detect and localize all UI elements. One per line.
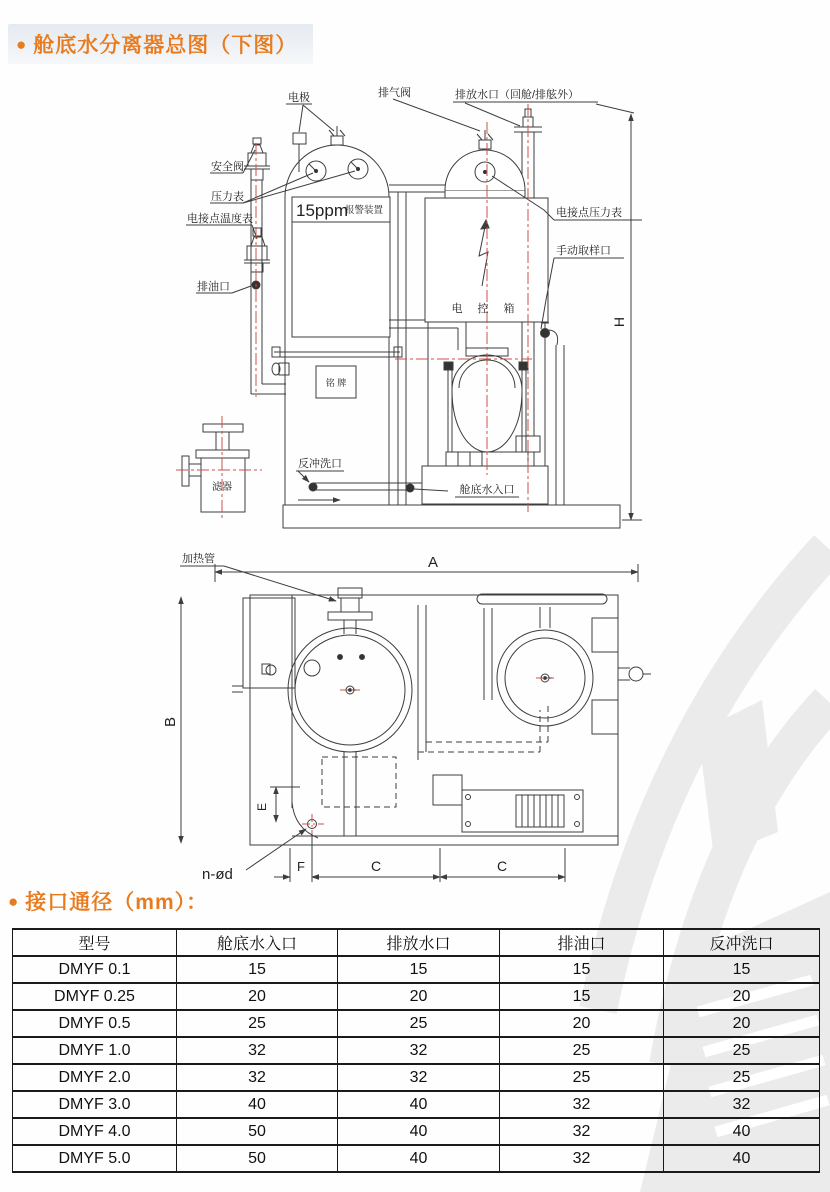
column-header: 排油口 bbox=[500, 929, 664, 956]
dim-a: A bbox=[428, 554, 439, 571]
heading-text: 接口通径（mm）： bbox=[25, 891, 209, 914]
table-cell: 25 bbox=[500, 1064, 664, 1091]
dim-c2: C bbox=[497, 858, 508, 874]
heading-text: 舱底水分离器总图（下图） bbox=[33, 34, 298, 57]
table-cell: DMYF 0.1 bbox=[13, 956, 177, 983]
label-bolt-holes: n-ød bbox=[202, 866, 233, 883]
table-cell: 15 bbox=[500, 956, 664, 983]
table-cell: 15 bbox=[338, 956, 500, 983]
table-cell: 32 bbox=[500, 1091, 664, 1118]
table-cell: 20 bbox=[500, 1010, 664, 1037]
table-cell: 40 bbox=[338, 1118, 500, 1145]
dim-c1: C bbox=[371, 858, 382, 874]
label-discharge-outlet: 排放水口（回舱/排舷外） bbox=[455, 89, 580, 101]
table-cell: 32 bbox=[338, 1037, 500, 1064]
table-cell: 25 bbox=[338, 1010, 500, 1037]
label-nameplate: 铭 牌 bbox=[325, 378, 347, 388]
column-header: 型号 bbox=[13, 929, 177, 956]
label-bilge-inlet: 舱底水入口 bbox=[459, 484, 515, 496]
table-cell: 32 bbox=[338, 1064, 500, 1091]
table-cell: 40 bbox=[664, 1145, 820, 1172]
table-cell: 20 bbox=[338, 983, 500, 1010]
label-electrode: 电极 bbox=[288, 92, 310, 104]
table-cell: 15 bbox=[177, 956, 338, 983]
label-manual-sampling: 手动取样口 bbox=[556, 245, 611, 257]
label-15ppm: 15ppm bbox=[296, 201, 348, 220]
table-cell: 25 bbox=[664, 1037, 820, 1064]
table-cell: 25 bbox=[500, 1037, 664, 1064]
label-vent-valve: 排气阀 bbox=[378, 87, 411, 99]
table-cell: DMYF 4.0 bbox=[13, 1118, 177, 1145]
table-row bbox=[13, 983, 820, 1010]
label-safety-valve: 安全阀 bbox=[211, 161, 244, 173]
table-cell: DMYF 0.25 bbox=[13, 983, 177, 1010]
table-cell: 20 bbox=[664, 983, 820, 1010]
table-cell: DMYF 5.0 bbox=[13, 1145, 177, 1172]
table-cell: 40 bbox=[664, 1118, 820, 1145]
label-contact-thermometer: 电接点温度表 bbox=[187, 213, 253, 225]
dim-f: F bbox=[297, 859, 305, 874]
label-contact-pressure-gauge: 电接点压力表 bbox=[556, 207, 622, 219]
column-header: 反冲洗口 bbox=[664, 929, 820, 956]
table-cell: DMYF 0.5 bbox=[13, 1010, 177, 1037]
column-header: 排放水口 bbox=[338, 929, 500, 956]
bullet-icon: ● bbox=[16, 34, 28, 54]
table-cell: 40 bbox=[338, 1091, 500, 1118]
label-backflush: 反冲洗口 bbox=[298, 458, 342, 470]
label-oil-drain: 排油口 bbox=[197, 281, 230, 293]
dim-h: H bbox=[611, 316, 627, 328]
section-heading-pipe-diameters bbox=[8, 886, 208, 916]
table-cell: 32 bbox=[664, 1091, 820, 1118]
table-row bbox=[13, 1118, 820, 1145]
table-cell: 32 bbox=[500, 1118, 664, 1145]
dim-e: E bbox=[255, 802, 269, 812]
column-header: 舱底水入口 bbox=[177, 929, 338, 956]
table-cell: DMYF 3.0 bbox=[13, 1091, 177, 1118]
separator-top-view bbox=[180, 564, 651, 882]
pipe-diameter-table bbox=[12, 928, 820, 1173]
table-cell: 20 bbox=[664, 1010, 820, 1037]
section-heading-general-drawing bbox=[8, 24, 313, 64]
table-cell: 40 bbox=[338, 1145, 500, 1172]
table-row bbox=[13, 956, 820, 983]
table-cell: 50 bbox=[177, 1118, 338, 1145]
dim-b: B bbox=[162, 716, 179, 728]
table-cell: 25 bbox=[177, 1010, 338, 1037]
bullet-icon: ● bbox=[8, 891, 20, 911]
table-cell: DMYF 2.0 bbox=[13, 1064, 177, 1091]
table-cell: 15 bbox=[664, 956, 820, 983]
table-header-row bbox=[13, 929, 820, 956]
table-cell: 32 bbox=[500, 1145, 664, 1172]
label-alarm-device: 报警装置 bbox=[345, 205, 384, 216]
table-row bbox=[13, 1145, 820, 1172]
table-cell: 32 bbox=[177, 1064, 338, 1091]
table-cell: DMYF 1.0 bbox=[13, 1037, 177, 1064]
label-heating-pipe: 加热管 bbox=[182, 553, 215, 565]
separator-front-view bbox=[182, 99, 642, 528]
table-cell: 50 bbox=[177, 1145, 338, 1172]
table-cell: 40 bbox=[177, 1091, 338, 1118]
table-cell: 25 bbox=[664, 1064, 820, 1091]
table-cell: 20 bbox=[177, 983, 338, 1010]
table-cell: 15 bbox=[500, 983, 664, 1010]
table-row bbox=[13, 1010, 820, 1037]
label-filter: 滤器 bbox=[212, 482, 232, 493]
table-cell: 32 bbox=[177, 1037, 338, 1064]
label-control-box: 电 控 箱 bbox=[451, 303, 521, 315]
table-row bbox=[13, 1091, 820, 1118]
label-pressure-gauge: 压力表 bbox=[211, 191, 244, 203]
table-row bbox=[13, 1064, 820, 1091]
table-row bbox=[13, 1037, 820, 1064]
